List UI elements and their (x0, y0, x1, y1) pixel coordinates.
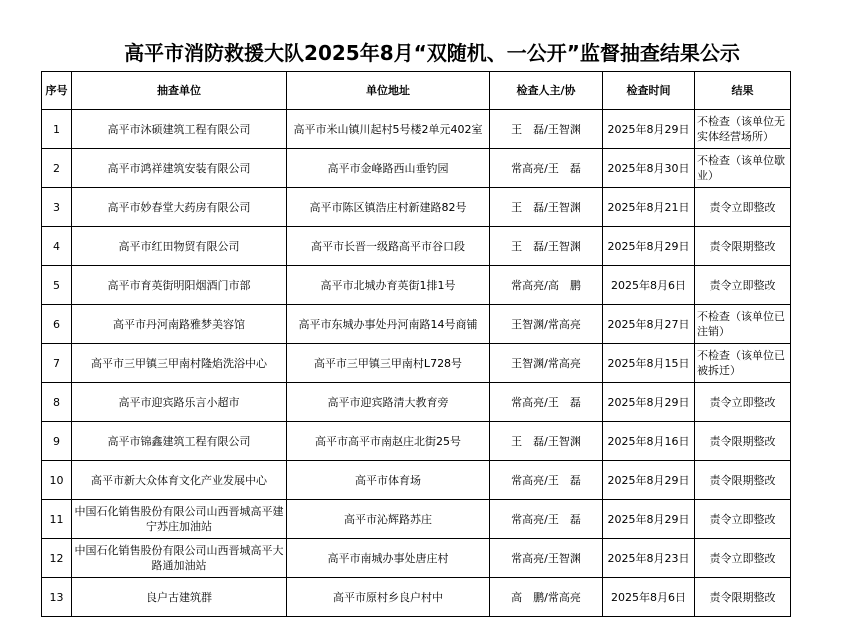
cell-unit: 高平市育英街明阳烟酒门市部 (72, 266, 287, 305)
cell-result: 责令限期整改 (695, 578, 791, 617)
cell-result: 不检查（该单位已注销） (695, 305, 791, 344)
cell-result: 责令限期整改 (695, 461, 791, 500)
cell-address: 高平市三甲镇三甲南村L728号 (287, 344, 490, 383)
cell-inspector: 常高亮/高 鹏 (490, 266, 603, 305)
cell-result: 责令立即整改 (695, 188, 791, 227)
cell-no: 12 (42, 539, 72, 578)
table-row (42, 149, 791, 188)
cell-date: 2025年8月30日 (603, 149, 695, 188)
cell-no: 11 (42, 500, 72, 539)
table-row (42, 227, 791, 266)
cell-address: 高平市米山镇川起村5号楼2单元402室 (287, 110, 490, 149)
table-row (42, 500, 791, 539)
cell-no: 9 (42, 422, 72, 461)
table-row (42, 344, 791, 383)
table-row (42, 578, 791, 617)
inspection-results-table (41, 71, 791, 617)
cell-date: 2025年8月27日 (603, 305, 695, 344)
cell-address: 高平市长晋一级路高平市谷口段 (287, 227, 490, 266)
cell-no: 5 (42, 266, 72, 305)
page-title: 高平市消防救援大队2025年8月“双随机、一公开”监督抽查结果公示 (124, 41, 740, 65)
cell-result: 责令立即整改 (695, 539, 791, 578)
cell-result: 责令立即整改 (695, 500, 791, 539)
cell-no: 4 (42, 227, 72, 266)
cell-inspector: 常高亮/王智渊 (490, 539, 603, 578)
cell-no: 6 (42, 305, 72, 344)
cell-address: 高平市迎宾路清大教育旁 (287, 383, 490, 422)
cell-date: 2025年8月29日 (603, 383, 695, 422)
header-inspector: 检查人主/协 (490, 72, 603, 110)
table-row (42, 188, 791, 227)
header-address: 单位地址 (287, 72, 490, 110)
table-row (42, 383, 791, 422)
cell-date: 2025年8月6日 (603, 266, 695, 305)
cell-no: 13 (42, 578, 72, 617)
cell-unit: 良户古建筑群 (72, 578, 287, 617)
cell-unit: 高平市妙春堂大药房有限公司 (72, 188, 287, 227)
cell-date: 2025年8月16日 (603, 422, 695, 461)
cell-unit: 高平市鸿祥建筑安装有限公司 (72, 149, 287, 188)
cell-no: 3 (42, 188, 72, 227)
cell-result: 责令立即整改 (695, 266, 791, 305)
cell-inspector: 王 磊/王智渊 (490, 422, 603, 461)
header-no: 序号 (42, 72, 72, 110)
table-row (42, 539, 791, 578)
cell-date: 2025年8月29日 (603, 110, 695, 149)
cell-no: 1 (42, 110, 72, 149)
cell-result: 责令限期整改 (695, 422, 791, 461)
cell-inspector: 王 磊/王智渊 (490, 227, 603, 266)
cell-unit: 高平市新大众体育文化产业发展中心 (72, 461, 287, 500)
cell-inspector: 王智渊/常高亮 (490, 344, 603, 383)
cell-result: 责令限期整改 (695, 227, 791, 266)
cell-unit: 高平市锦鑫建筑工程有限公司 (72, 422, 287, 461)
cell-address: 高平市陈区镇浩庄村新建路82号 (287, 188, 490, 227)
cell-date: 2025年8月29日 (603, 500, 695, 539)
cell-inspector: 常高亮/王 磊 (490, 383, 603, 422)
cell-no: 8 (42, 383, 72, 422)
cell-unit: 中国石化销售股份有限公司山西晋城高平大路通加油站 (72, 539, 287, 578)
cell-inspector: 常高亮/王 磊 (490, 149, 603, 188)
cell-date: 2025年8月29日 (603, 227, 695, 266)
cell-inspector: 常高亮/王 磊 (490, 500, 603, 539)
cell-result: 不检查（该单位歇业） (695, 149, 791, 188)
cell-date: 2025年8月21日 (603, 188, 695, 227)
cell-date: 2025年8月15日 (603, 344, 695, 383)
table-row (42, 266, 791, 305)
cell-result: 不检查（该单位已被拆迁） (695, 344, 791, 383)
cell-unit: 高平市三甲镇三甲南村隆焰洗浴中心 (72, 344, 287, 383)
cell-inspector: 常高亮/王 磊 (490, 461, 603, 500)
cell-unit: 高平市红田物贸有限公司 (72, 227, 287, 266)
table-row (42, 461, 791, 500)
cell-address: 高平市东城办事处丹河南路14号商铺 (287, 305, 490, 344)
header-result: 结果 (695, 72, 791, 110)
cell-date: 2025年8月23日 (603, 539, 695, 578)
cell-address: 高平市金峰路西山垂钓园 (287, 149, 490, 188)
cell-address: 高平市高平市南赵庄北街25号 (287, 422, 490, 461)
cell-result: 责令立即整改 (695, 383, 791, 422)
cell-no: 10 (42, 461, 72, 500)
cell-unit: 中国石化销售股份有限公司山西晋城高平建宁苏庄加油站 (72, 500, 287, 539)
cell-address: 高平市南城办事处唐庄村 (287, 539, 490, 578)
cell-inspector: 王 磊/王智渊 (490, 110, 603, 149)
cell-result: 不检查（该单位无实体经营场所） (695, 110, 791, 149)
cell-address: 高平市体育场 (287, 461, 490, 500)
table-row (42, 422, 791, 461)
cell-unit: 高平市迎宾路乐言小超市 (72, 383, 287, 422)
cell-address: 高平市沁辉路苏庄 (287, 500, 490, 539)
cell-unit: 高平市丹河南路雅梦美容馆 (72, 305, 287, 344)
header-date: 检查时间 (603, 72, 695, 110)
cell-inspector: 高 鹏/常高亮 (490, 578, 603, 617)
cell-inspector: 王 磊/王智渊 (490, 188, 603, 227)
cell-inspector: 王智渊/常高亮 (490, 305, 603, 344)
cell-address: 高平市原村乡良户村中 (287, 578, 490, 617)
cell-date: 2025年8月29日 (603, 461, 695, 500)
table-header-row (42, 72, 791, 110)
cell-no: 2 (42, 149, 72, 188)
cell-address: 高平市北城办育英街1排1号 (287, 266, 490, 305)
table-row (42, 305, 791, 344)
cell-unit: 高平市沐硕建筑工程有限公司 (72, 110, 287, 149)
header-unit: 抽查单位 (72, 72, 287, 110)
table-row (42, 110, 791, 149)
cell-date: 2025年8月6日 (603, 578, 695, 617)
cell-no: 7 (42, 344, 72, 383)
